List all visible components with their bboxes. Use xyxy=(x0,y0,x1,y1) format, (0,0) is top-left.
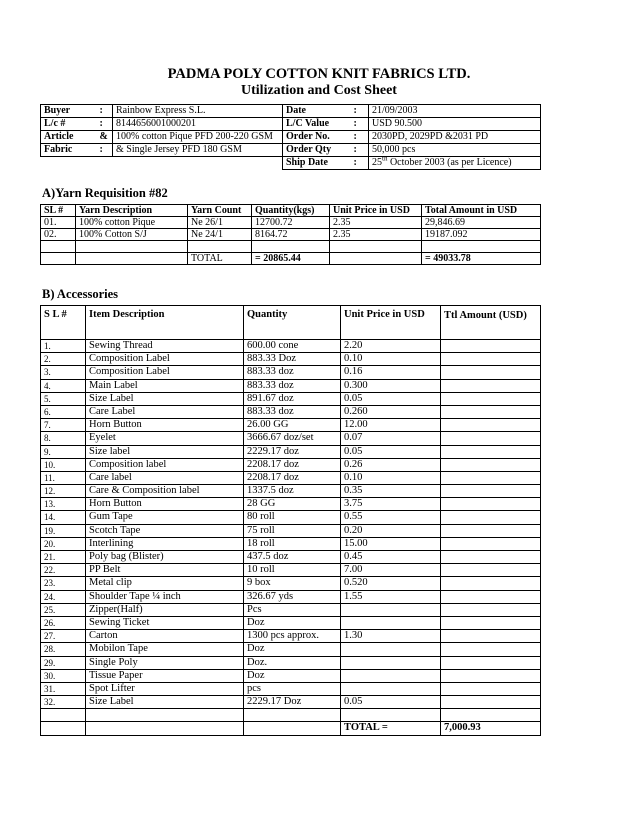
acc-unit-price xyxy=(341,603,441,616)
acc-total-cell xyxy=(441,511,541,524)
acc-total-cell xyxy=(441,682,541,695)
table-row xyxy=(41,419,541,432)
acc-sl: 10. xyxy=(41,458,86,471)
acc-unit-price xyxy=(341,616,441,629)
table-row xyxy=(41,353,541,366)
acc-total-cell xyxy=(441,564,541,577)
acc-quantity: 28 GG xyxy=(244,498,341,511)
acc-total-cell xyxy=(441,498,541,511)
acc-sl: 12. xyxy=(41,485,86,498)
acc-unit-price: 0.07 xyxy=(341,432,441,445)
acc-total-cell xyxy=(441,551,541,564)
acc-sl: 27. xyxy=(41,630,86,643)
accessories-section-heading: B) Accessories xyxy=(42,287,119,301)
table-row xyxy=(41,551,541,564)
acc-unit-price: 7.00 xyxy=(341,564,441,577)
acc-total-cell xyxy=(441,458,541,471)
acc-quantity: 1300 pcs approx. xyxy=(244,630,341,643)
acc-quantity: Doz xyxy=(244,643,341,656)
yarn-col-total: Total Amount in USD xyxy=(422,205,541,217)
acc-item-description: Care Label xyxy=(86,405,244,418)
acc-sl: 25. xyxy=(41,603,86,616)
acc-item-description: Spot Lifter xyxy=(86,682,244,695)
table-row xyxy=(41,524,541,537)
yarn-unit-price: 2.35 xyxy=(330,217,422,229)
lc-value-colon: : xyxy=(351,118,369,131)
table-row xyxy=(41,616,541,629)
acc-total-cell xyxy=(441,419,541,432)
yarn-description: 100% cotton Pique xyxy=(76,217,188,229)
table-row xyxy=(41,405,541,418)
acc-item-description: Scotch Tape xyxy=(86,524,244,537)
acc-sl: 8. xyxy=(41,432,86,445)
yarn-total-amount: = 49033.78 xyxy=(422,253,541,265)
acc-quantity: Pcs xyxy=(244,603,341,616)
fabric-value: & Single Jersey PFD 180 GSM xyxy=(113,144,283,157)
table-row xyxy=(41,458,541,471)
acc-sl: 29. xyxy=(41,656,86,669)
table-row xyxy=(41,590,541,603)
table-row xyxy=(41,498,541,511)
acc-quantity: 1337.5 doz xyxy=(244,485,341,498)
acc-sl: 14. xyxy=(41,511,86,524)
empty-cell xyxy=(97,157,113,170)
yarn-col-description: Yarn Description xyxy=(76,205,188,217)
acc-sl: 6. xyxy=(41,405,86,418)
acc-item-description: Interlining xyxy=(86,537,244,550)
acc-quantity: 437.5 doz xyxy=(244,551,341,564)
acc-quantity: 18 roll xyxy=(244,537,341,550)
acc-total-cell xyxy=(441,353,541,366)
acc-unit-price: 15.00 xyxy=(341,537,441,550)
accessories-body xyxy=(41,340,541,709)
acc-total-cell xyxy=(441,524,541,537)
acc-sl: 28. xyxy=(41,643,86,656)
acc-unit-price xyxy=(341,682,441,695)
date-label: Date xyxy=(283,105,351,118)
acc-sl: 31. xyxy=(41,682,86,695)
acc-item-description: Size Label xyxy=(86,696,244,709)
acc-unit-price: 0.26 xyxy=(341,458,441,471)
acc-unit-price: 0.300 xyxy=(341,379,441,392)
acc-quantity: 883.33 doz xyxy=(244,379,341,392)
ship-date-suffix: th xyxy=(382,156,388,163)
lc-value-label: L/C Value xyxy=(283,118,351,131)
date-value: 21/09/2003 xyxy=(369,105,541,118)
yarn-total: 19187.092 xyxy=(422,229,541,241)
table-row xyxy=(41,217,541,229)
article-amp: & xyxy=(97,131,113,144)
yarn-col-sl: SL # xyxy=(41,205,76,217)
yarn-table xyxy=(40,204,541,265)
acc-quantity: 2229.17 Doz xyxy=(244,696,341,709)
acc-quantity: 26.00 GG xyxy=(244,419,341,432)
acc-unit-price: 0.05 xyxy=(341,696,441,709)
acc-col-total: Ttl Amount (USD) xyxy=(441,306,541,340)
acc-sl: 1. xyxy=(41,340,86,353)
acc-item-description: Composition Label xyxy=(86,353,244,366)
order-no-colon: : xyxy=(351,131,369,144)
empty-row xyxy=(41,709,541,722)
acc-item-description: Sewing Thread xyxy=(86,340,244,353)
table-row xyxy=(41,340,541,353)
acc-col-sl: S L # xyxy=(41,306,86,340)
yarn-col-quantity: Quantity(kgs) xyxy=(252,205,330,217)
acc-item-description: Composition Label xyxy=(86,366,244,379)
acc-unit-price: 0.10 xyxy=(341,471,441,484)
acc-unit-price: 0.05 xyxy=(341,445,441,458)
acc-sl: 32. xyxy=(41,696,86,709)
accessories-header-row xyxy=(41,306,541,340)
yarn-col-count: Yarn Count xyxy=(188,205,252,217)
acc-total-cell xyxy=(441,405,541,418)
acc-unit-price: 3.75 xyxy=(341,498,441,511)
acc-sl: 21. xyxy=(41,551,86,564)
acc-item-description: Care label xyxy=(86,471,244,484)
acc-quantity: 80 roll xyxy=(244,511,341,524)
acc-quantity: Doz xyxy=(244,616,341,629)
acc-unit-price: 0.35 xyxy=(341,485,441,498)
yarn-quantity: 12700.72 xyxy=(252,217,330,229)
table-row xyxy=(41,682,541,695)
acc-unit-price: 0.20 xyxy=(341,524,441,537)
acc-unit-price: 0.520 xyxy=(341,577,441,590)
acc-sl: 11. xyxy=(41,471,86,484)
table-row xyxy=(41,696,541,709)
table-row xyxy=(41,643,541,656)
fabric-colon: : xyxy=(97,144,113,157)
empty-cell xyxy=(113,157,283,170)
acc-item-description: Care & Composition label xyxy=(86,485,244,498)
acc-sl: 20. xyxy=(41,537,86,550)
table-row xyxy=(41,656,541,669)
acc-item-description: Size label xyxy=(86,445,244,458)
buyer-colon: : xyxy=(97,105,113,118)
acc-total-cell xyxy=(441,577,541,590)
lc-value: 8144656001000201 xyxy=(113,118,283,131)
acc-total-cell xyxy=(441,616,541,629)
acc-total-cell xyxy=(441,471,541,484)
acc-total-cell xyxy=(441,696,541,709)
acc-unit-price: 12.00 xyxy=(341,419,441,432)
acc-total-cell xyxy=(441,537,541,550)
acc-item-description: Composition label xyxy=(86,458,244,471)
acc-total-label: TOTAL = xyxy=(341,722,441,735)
yarn-total-quantity: = 20865.44 xyxy=(252,253,330,265)
acc-unit-price xyxy=(341,669,441,682)
yarn-quantity: 8164.72 xyxy=(252,229,330,241)
acc-total-cell xyxy=(441,603,541,616)
table-row xyxy=(41,366,541,379)
acc-total-cell xyxy=(441,485,541,498)
acc-sl: 26. xyxy=(41,616,86,629)
table-row xyxy=(41,564,541,577)
acc-total-cell xyxy=(441,366,541,379)
table-row xyxy=(41,669,541,682)
acc-item-description: Eyelet xyxy=(86,432,244,445)
buyer-label: Buyer xyxy=(41,105,97,118)
acc-quantity: 2229.17 doz xyxy=(244,445,341,458)
accessories-total-row xyxy=(41,722,541,735)
acc-total-cell xyxy=(441,669,541,682)
acc-item-description: Horn Button xyxy=(86,498,244,511)
ship-date-label: Ship Date xyxy=(283,157,351,170)
acc-quantity: 891.67 doz xyxy=(244,392,341,405)
article-label: Article xyxy=(41,131,97,144)
yarn-total-row xyxy=(41,253,541,265)
yarn-total: 29,846.69 xyxy=(422,217,541,229)
article-value: 100% cotton Pique PFD 200-220 GSM xyxy=(113,131,283,144)
company-title: PADMA POLY COTTON KNIT FABRICS LTD. xyxy=(167,66,471,82)
acc-quantity: 883.33 doz xyxy=(244,366,341,379)
table-row xyxy=(41,229,541,241)
buyer-value: Rainbow Express S.L. xyxy=(113,105,283,118)
acc-total-amount: 7,000.93 xyxy=(441,722,541,735)
acc-unit-price: 0.10 xyxy=(341,353,441,366)
acc-sl: 5. xyxy=(41,392,86,405)
yarn-sl: 02. xyxy=(41,229,76,241)
acc-sl: 3. xyxy=(41,366,86,379)
yarn-total-label: TOTAL xyxy=(188,253,252,265)
table-row xyxy=(41,511,541,524)
acc-quantity: 883.33 Doz xyxy=(244,353,341,366)
order-qty-value: 50,000 pcs xyxy=(369,144,541,157)
acc-item-description: Size Label xyxy=(86,392,244,405)
acc-total-cell xyxy=(441,656,541,669)
acc-total-cell xyxy=(441,630,541,643)
acc-unit-price: 1.55 xyxy=(341,590,441,603)
acc-sl: 4. xyxy=(41,379,86,392)
date-colon: : xyxy=(351,105,369,118)
acc-total-cell xyxy=(441,379,541,392)
acc-unit-price: 2.20 xyxy=(341,340,441,353)
acc-item-description: PP Belt xyxy=(86,564,244,577)
acc-total-cell xyxy=(441,340,541,353)
order-no-value: 2030PD, 2029PD &2031 PD xyxy=(369,131,541,144)
empty-cell xyxy=(41,157,97,170)
acc-sl: 9. xyxy=(41,445,86,458)
acc-item-description: Main Label xyxy=(86,379,244,392)
acc-sl: 19. xyxy=(41,524,86,537)
acc-quantity: 2208.17 doz xyxy=(244,471,341,484)
acc-unit-price: 0.45 xyxy=(341,551,441,564)
acc-quantity: 326.67 yds xyxy=(244,590,341,603)
acc-item-description: Mobilon Tape xyxy=(86,643,244,656)
acc-quantity: 9 box xyxy=(244,577,341,590)
acc-item-description: Carton xyxy=(86,630,244,643)
lc-value-amount: USD 90.500 xyxy=(369,118,541,131)
fabric-label: Fabric xyxy=(41,144,97,157)
table-row xyxy=(41,379,541,392)
acc-quantity: Doz xyxy=(244,669,341,682)
table-row xyxy=(41,485,541,498)
acc-item-description: Horn Button xyxy=(86,419,244,432)
table-row xyxy=(41,603,541,616)
acc-unit-price: 0.05 xyxy=(341,392,441,405)
acc-quantity: 883.33 doz xyxy=(244,405,341,418)
yarn-count: Ne 26/1 xyxy=(188,217,252,229)
acc-total-cell xyxy=(441,432,541,445)
acc-col-description: Item Description xyxy=(86,306,244,340)
yarn-count: Ne 24/1 xyxy=(188,229,252,241)
order-qty-label: Order Qty xyxy=(283,144,351,157)
table-row xyxy=(41,577,541,590)
acc-unit-price xyxy=(341,643,441,656)
acc-item-description: Metal clip xyxy=(86,577,244,590)
acc-sl: 23. xyxy=(41,577,86,590)
empty-row xyxy=(41,241,541,253)
table-row xyxy=(41,432,541,445)
acc-quantity: 75 roll xyxy=(244,524,341,537)
ship-date-rest: October 2003 (as per Licence) xyxy=(387,157,512,168)
lc-colon: : xyxy=(97,118,113,131)
yarn-header-row xyxy=(41,205,541,217)
acc-item-description: Shoulder Tape ¼ inch xyxy=(86,590,244,603)
accessories-table xyxy=(40,305,541,736)
acc-sl: 7. xyxy=(41,419,86,432)
ship-date-value xyxy=(369,157,541,170)
acc-quantity: 600.00 cone xyxy=(244,340,341,353)
acc-sl: 13. xyxy=(41,498,86,511)
yarn-sl: 01. xyxy=(41,217,76,229)
lc-label: L/c # xyxy=(41,118,97,131)
order-qty-colon: : xyxy=(351,144,369,157)
acc-item-description: Single Poly xyxy=(86,656,244,669)
acc-item-description: Poly bag (Blister) xyxy=(86,551,244,564)
table-row xyxy=(41,471,541,484)
acc-unit-price: 0.55 xyxy=(341,511,441,524)
acc-unit-price: 0.260 xyxy=(341,405,441,418)
acc-col-quantity: Quantity xyxy=(244,306,341,340)
order-no-label: Order No. xyxy=(283,131,351,144)
yarn-description: 100% Cotton S/J xyxy=(76,229,188,241)
acc-sl: 22. xyxy=(41,564,86,577)
ship-date-day: 25 xyxy=(372,157,382,168)
ship-date-colon: : xyxy=(351,157,369,170)
table-row xyxy=(41,445,541,458)
yarn-section-heading: A)Yarn Requisition #82 xyxy=(42,186,168,200)
acc-sl: 2. xyxy=(41,353,86,366)
table-row xyxy=(41,392,541,405)
acc-item-description: Gum Tape xyxy=(86,511,244,524)
acc-quantity: 10 roll xyxy=(244,564,341,577)
yarn-unit-price: 2.35 xyxy=(330,229,422,241)
acc-quantity: pcs xyxy=(244,682,341,695)
acc-quantity: Doz. xyxy=(244,656,341,669)
acc-total-cell xyxy=(441,392,541,405)
acc-total-cell xyxy=(441,445,541,458)
acc-item-description: Tissue Paper xyxy=(86,669,244,682)
acc-quantity: 3666.67 doz/set xyxy=(244,432,341,445)
table-row xyxy=(41,537,541,550)
acc-sl: 24. xyxy=(41,590,86,603)
sheet-subtitle: Utilization and Cost Sheet xyxy=(241,83,397,98)
table-row xyxy=(41,630,541,643)
acc-quantity: 2208.17 doz xyxy=(244,458,341,471)
header-info-table xyxy=(40,104,541,170)
acc-item-description: Zipper(Half) xyxy=(86,603,244,616)
yarn-col-unit-price: Unit Price in USD xyxy=(330,205,422,217)
acc-unit-price: 0.16 xyxy=(341,366,441,379)
acc-col-unit-price: Unit Price in USD xyxy=(341,306,441,340)
acc-item-description: Sewing Ticket xyxy=(86,616,244,629)
acc-sl: 30. xyxy=(41,669,86,682)
acc-unit-price: 1.30 xyxy=(341,630,441,643)
acc-total-cell xyxy=(441,590,541,603)
acc-total-cell xyxy=(441,643,541,656)
acc-unit-price xyxy=(341,656,441,669)
